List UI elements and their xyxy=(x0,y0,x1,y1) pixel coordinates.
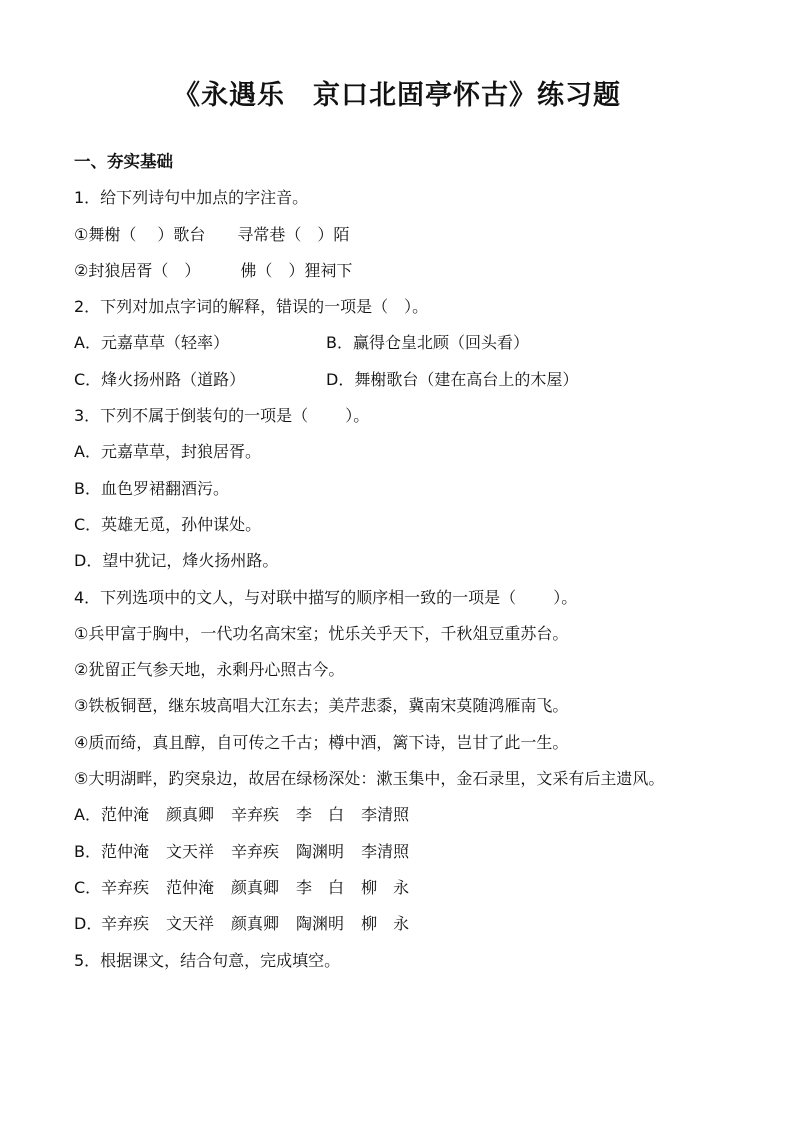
question-2-option-b: B．赢得仓皇北顾（回头看） xyxy=(326,333,529,353)
option-name: 范仲淹 xyxy=(101,841,150,861)
option-name: 柳 永 xyxy=(361,914,410,934)
option-name: 柳 永 xyxy=(361,877,410,897)
option-name: 颜真卿 xyxy=(231,877,280,897)
couplet-5: ⑤大明湖畔，趵突泉边，故居在绿杨深处：漱玉集中，金石录里，文采有后主遗风。 xyxy=(74,769,665,789)
option-name: 辛弃疾 xyxy=(101,877,150,897)
question-3-stem: 3．下列不属于倒装句的一项是（ ）。 xyxy=(74,406,370,426)
question-2-option-d: D．舞榭歌台（建在高台上的木屋） xyxy=(326,369,579,389)
option-name: 颜真卿 xyxy=(231,914,280,934)
question-2-options-row-2 xyxy=(74,362,734,398)
question-1-line-2: ②封狼居胥（ ） 佛（ ）狸祠下 xyxy=(74,260,353,280)
option-name: 李 白 xyxy=(296,805,345,825)
section-heading: 一、夯实基础 xyxy=(74,152,173,171)
couplet-3: ③铁板铜琶，继东坡高唱大江东去；美芹悲黍，冀南宋莫随鸿雁南飞。 xyxy=(74,696,569,716)
question-3-option-b: B．血色罗裙翻酒污。 xyxy=(74,478,229,498)
question-2-stem: 2．下列对加点字词的解释，错误的一项是（ ）。 xyxy=(74,297,429,317)
option-name: 陶渊明 xyxy=(296,841,345,861)
page-title: 《永遇乐 京口北固亭怀古》练习题 xyxy=(173,80,621,111)
option-label: C． xyxy=(74,877,102,897)
question-2-option-a: A．元嘉草草（轻率） xyxy=(74,333,229,353)
question-4-option-c xyxy=(74,870,734,906)
option-name: 范仲淹 xyxy=(101,805,150,825)
question-2-option-c: C．烽火扬州路（道路） xyxy=(74,369,246,389)
question-4-option-d xyxy=(74,906,734,942)
question-2-options-row-1 xyxy=(74,325,734,361)
question-4-stem: 4．下列选项中的文人，与对联中描写的顺序相一致的一项是（ ）。 xyxy=(74,587,578,607)
option-name: 李 白 xyxy=(296,877,345,897)
couplet-4: ④质而绮，真且醇，自可传之千古；樽中酒，篱下诗，岂甘了此一生。 xyxy=(74,732,569,752)
option-name: 文天祥 xyxy=(166,914,215,934)
question-5-stem: 5．根据课文，结合句意，完成填空。 xyxy=(74,950,341,970)
option-name: 李清照 xyxy=(361,805,410,825)
option-name: 辛弃疾 xyxy=(231,841,280,861)
option-name: 辛弃疾 xyxy=(231,805,280,825)
option-name: 范仲淹 xyxy=(166,877,215,897)
worksheet-content xyxy=(74,144,734,979)
option-name: 文天祥 xyxy=(166,841,215,861)
question-1-stem: 1．给下列诗句中加点的字注音。 xyxy=(74,188,309,208)
option-label: D． xyxy=(74,914,103,934)
option-name: 李清照 xyxy=(361,841,410,861)
question-4-option-b xyxy=(74,834,734,870)
option-name: 辛弃疾 xyxy=(101,914,150,934)
option-label: A． xyxy=(74,805,101,825)
couplet-2: ②犹留正气参天地，永剩丹心照古今。 xyxy=(74,660,345,680)
option-name: 陶渊明 xyxy=(296,914,345,934)
option-label: B． xyxy=(74,841,101,861)
question-3-option-d: D．望中犹记，烽火扬州路。 xyxy=(74,551,279,571)
question-4-option-a xyxy=(74,797,734,833)
question-3-option-a: A．元嘉草草，封狼居胥。 xyxy=(74,442,261,462)
question-1-line-1: ①舞榭（ ）歌台 寻常巷（ ）陌 xyxy=(74,224,350,244)
couplet-1: ①兵甲富于胸中，一代功名高宋室；忧乐关乎天下，千秋俎豆重苏台。 xyxy=(74,623,569,643)
option-name: 颜真卿 xyxy=(166,805,215,825)
question-3-option-c: C．英雄无觅，孙仲谋处。 xyxy=(74,514,262,534)
